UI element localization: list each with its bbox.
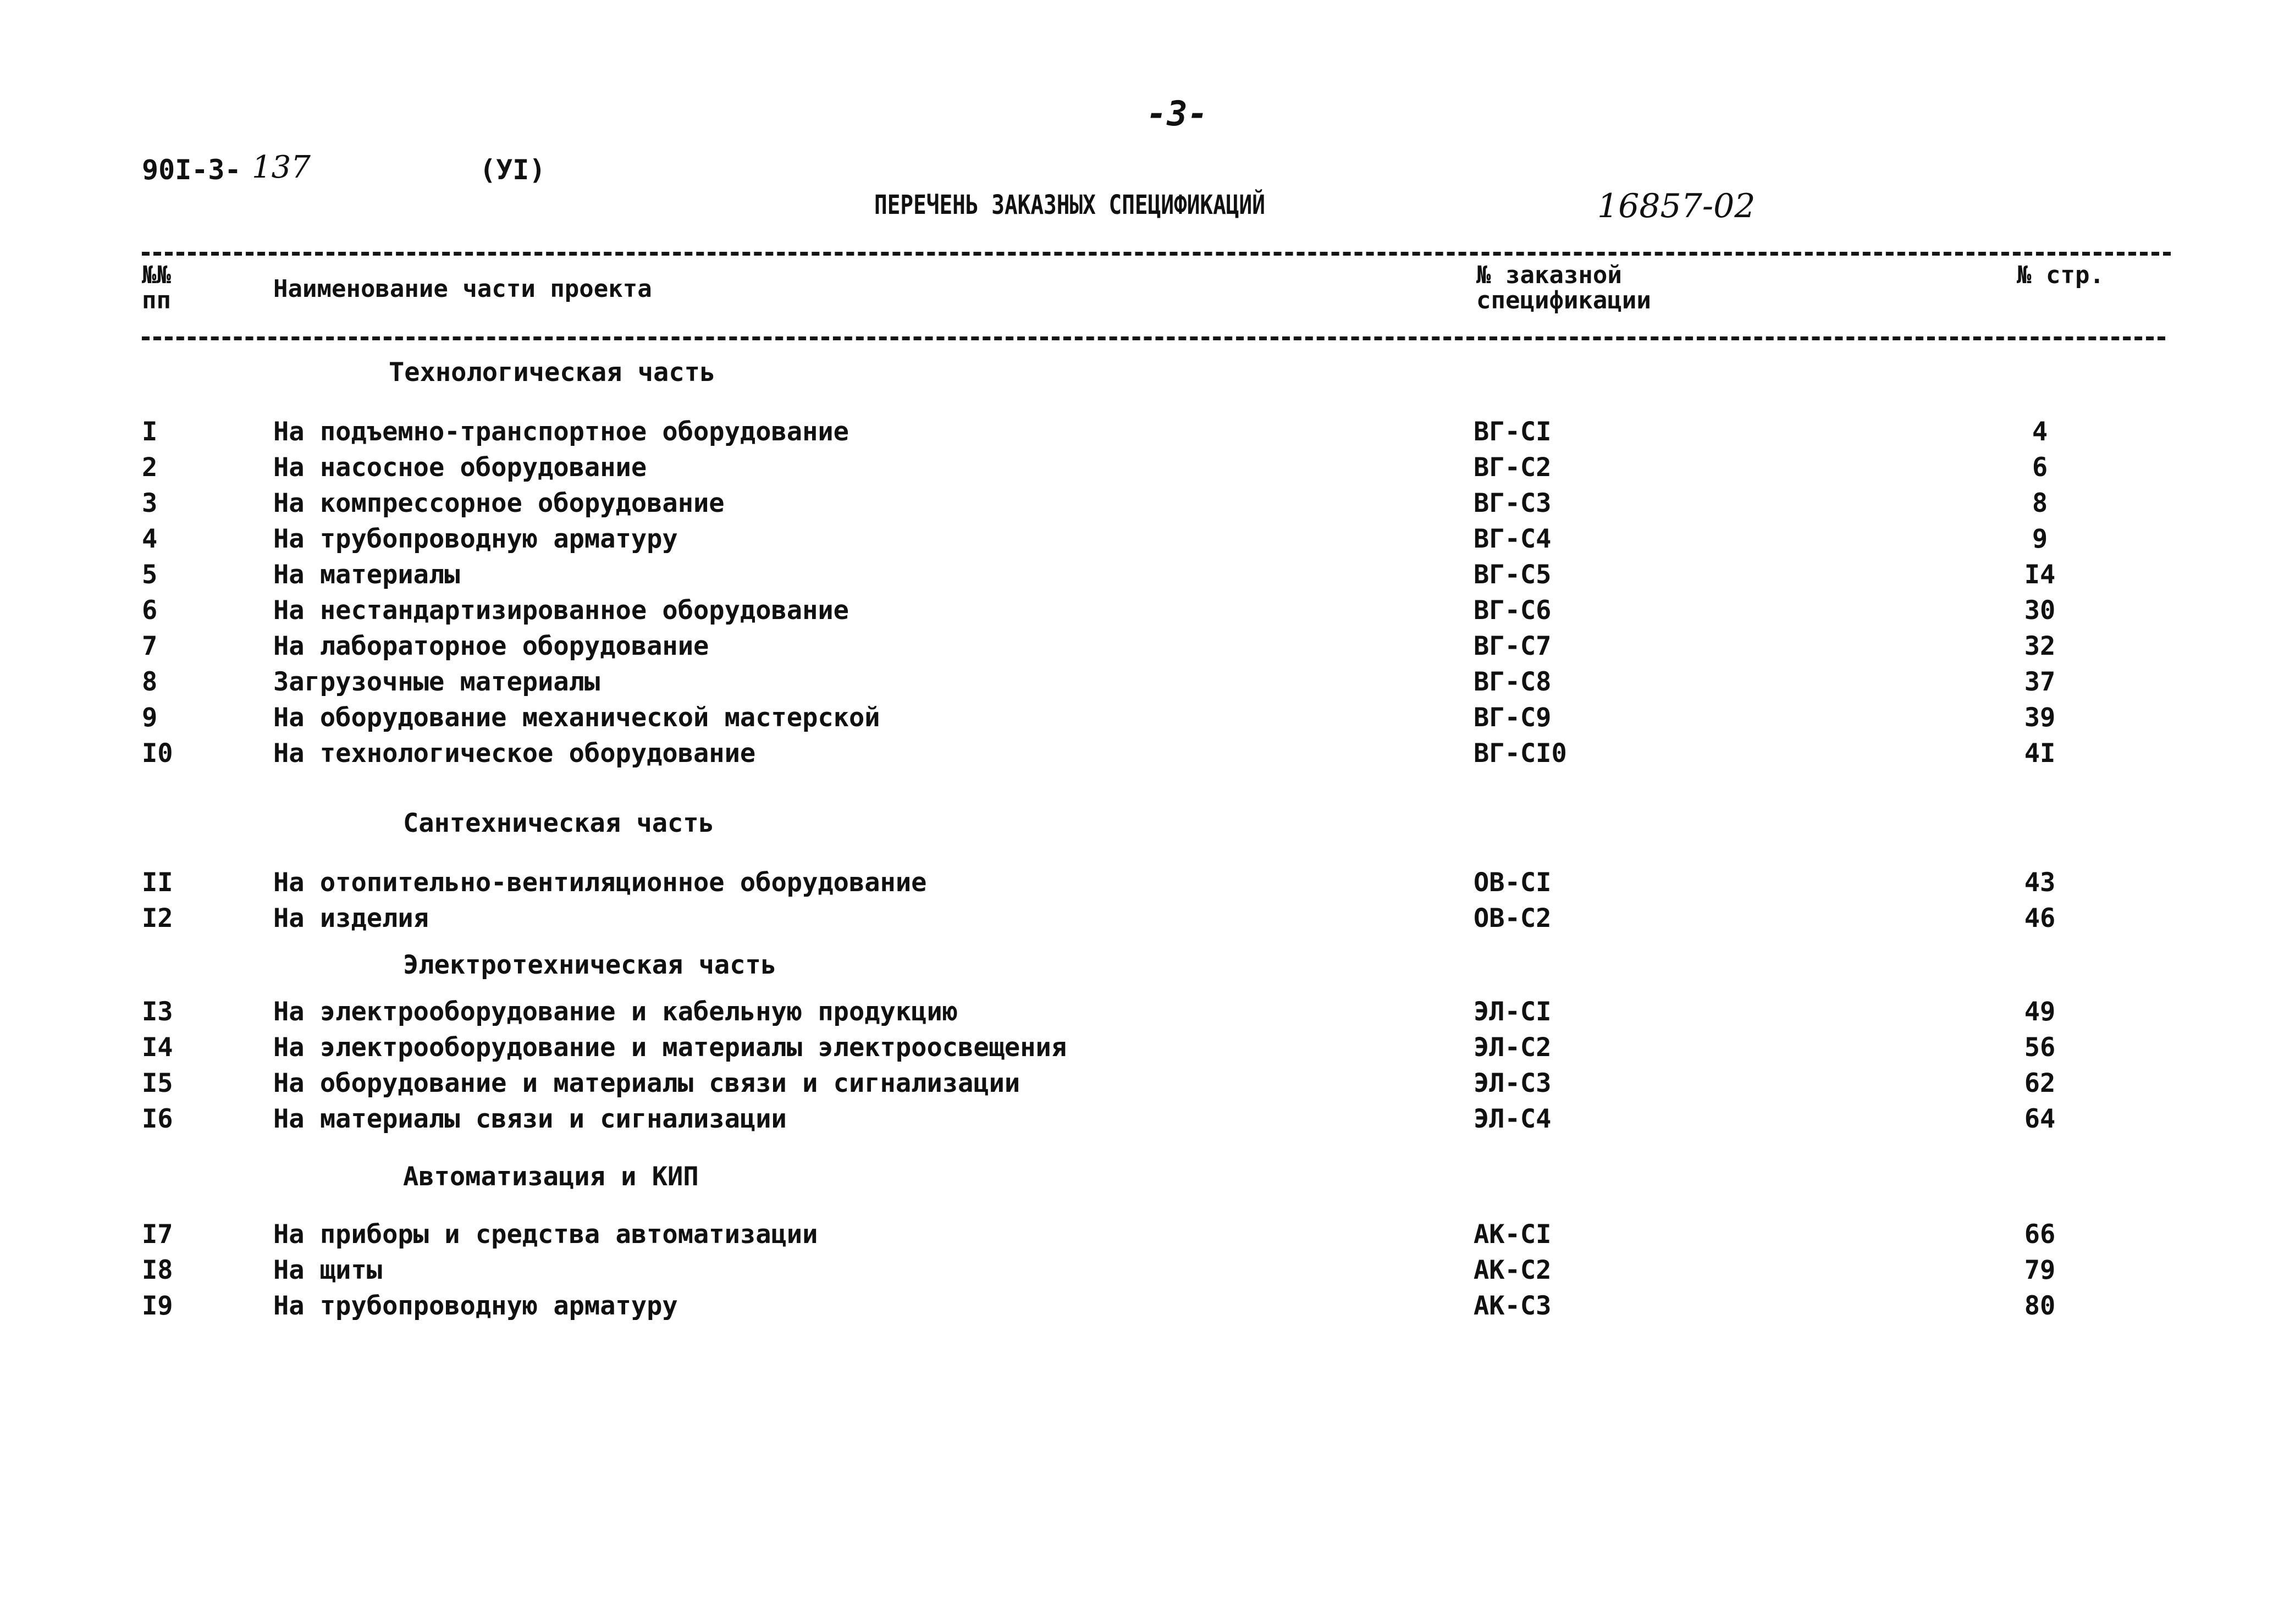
row-spec: ЭЛ-С4: [1474, 1104, 1552, 1134]
row-name: На электрооборудование и кабельную продукцию: [273, 997, 958, 1027]
row-name: На приборы и средства автоматизации: [273, 1219, 818, 1250]
row-page: 39: [2024, 703, 2056, 733]
header-spec-col: [1476, 263, 1651, 313]
header-top-rule: [142, 252, 2171, 256]
table-row: [0, 667, 2273, 703]
section-title: Сантехническая часть: [403, 808, 714, 838]
row-number: I3: [142, 997, 173, 1027]
row-name: На изделия: [273, 903, 429, 933]
header-num-col: [142, 263, 171, 313]
row-name: На щиты: [273, 1255, 383, 1285]
page-number: -3-: [1146, 93, 1208, 134]
row-spec: ВГ-С5: [1474, 560, 1552, 590]
row-number: 7: [142, 631, 158, 661]
row-number: I4: [142, 1032, 173, 1063]
header-name-col: Наименование части проекта: [273, 275, 652, 303]
row-name: На оборудование и материалы связи и сигнализации: [273, 1068, 1020, 1098]
row-spec: ВГ-СI0: [1474, 738, 1567, 769]
table-row: [0, 488, 2273, 524]
table-row: [0, 1219, 2273, 1256]
table-row: [0, 595, 2273, 632]
row-page: 64: [2024, 1104, 2056, 1134]
table-row: [0, 417, 2273, 453]
table-row: [0, 524, 2273, 560]
row-page: 49: [2024, 997, 2056, 1027]
section-title: Автоматизация и КИП: [403, 1162, 699, 1192]
row-spec: ОВ-СI: [1474, 868, 1552, 898]
header-spec-line2: спецификации: [1476, 286, 1651, 314]
row-page: 30: [2024, 595, 2056, 626]
row-number: I0: [142, 738, 173, 769]
row-name: На компрессорное оборудование: [273, 488, 725, 518]
table-row: [0, 1291, 2273, 1327]
table-row: [0, 1032, 2273, 1069]
row-page: 8: [2032, 488, 2048, 518]
table-row: [0, 1255, 2273, 1291]
row-number: 6: [142, 595, 158, 626]
document-code-handwritten: 137: [252, 150, 311, 185]
row-page: 9: [2032, 524, 2048, 554]
row-number: 4: [142, 524, 158, 554]
row-spec: ЭЛ-СI: [1474, 997, 1552, 1027]
row-page: 56: [2024, 1032, 2056, 1063]
table-row: [0, 868, 2273, 904]
row-spec: ЭЛ-С3: [1474, 1068, 1552, 1098]
row-number: I6: [142, 1104, 173, 1134]
row-spec: ВГ-С6: [1474, 595, 1552, 626]
row-spec: ОВ-С2: [1474, 903, 1552, 933]
table-row: [0, 452, 2273, 489]
row-number: 5: [142, 560, 158, 590]
row-name: На технологическое оборудование: [273, 738, 756, 769]
row-page: 37: [2024, 667, 2056, 697]
row-page: 79: [2024, 1255, 2056, 1285]
table-row: [0, 738, 2273, 775]
table-row: [0, 560, 2273, 596]
row-name: На отопительно-вентиляционное оборудование: [273, 868, 927, 898]
document-title: ПЕРЕЧЕНЬ ЗАКАЗНЫХ СПЕЦИФИКАЦИЙ: [874, 190, 1265, 220]
section-title: Электротехническая часть: [403, 950, 777, 980]
document-code: 90I-3-: [142, 154, 241, 186]
row-spec: АК-С2: [1474, 1255, 1552, 1285]
row-number: I5: [142, 1068, 173, 1098]
row-spec: ВГ-С9: [1474, 703, 1552, 733]
row-number: 2: [142, 452, 158, 483]
row-spec: ВГ-С3: [1474, 488, 1552, 518]
table-row: [0, 997, 2273, 1033]
table-row: [0, 703, 2273, 739]
row-spec: ВГ-С8: [1474, 667, 1552, 697]
header-num-line1: №№: [142, 261, 171, 289]
row-page: 62: [2024, 1068, 2056, 1098]
row-name: На подъемно-транспортное оборудование: [273, 417, 849, 447]
row-spec: ВГ-С4: [1474, 524, 1552, 554]
row-page: 46: [2024, 903, 2056, 933]
row-name: Загрузочные материалы: [273, 667, 600, 697]
row-name: На оборудование механической мастерской: [273, 703, 880, 733]
table-row: [0, 1068, 2273, 1104]
row-number: I8: [142, 1255, 173, 1285]
row-name: На трубопроводную арматуру: [273, 524, 678, 554]
row-name: На материалы: [273, 560, 460, 590]
header-spec-line1: № заказной: [1476, 261, 1622, 289]
header-num-line2: пп: [142, 286, 171, 314]
row-number: 3: [142, 488, 158, 518]
row-spec: ЭЛ-С2: [1474, 1032, 1552, 1063]
row-spec: ВГ-СI: [1474, 417, 1552, 447]
row-name: На электрооборудование и материалы электроосвещения: [273, 1032, 1067, 1063]
row-number: 9: [142, 703, 158, 733]
row-name: На лабораторное оборудование: [273, 631, 709, 661]
section-title: Технологическая часть: [389, 357, 716, 388]
row-page: 66: [2024, 1219, 2056, 1250]
handwritten-number: 16857-02: [1597, 187, 1756, 225]
header-page-col: № стр.: [2017, 261, 2104, 289]
table-row: [0, 631, 2273, 667]
row-number: I7: [142, 1219, 173, 1250]
row-spec: ВГ-С2: [1474, 452, 1552, 483]
row-page: 4: [2032, 417, 2048, 447]
row-page: I4: [2024, 560, 2056, 590]
row-page: 6: [2032, 452, 2048, 483]
row-spec: ВГ-С7: [1474, 631, 1552, 661]
row-number: II: [142, 868, 173, 898]
row-number: I9: [142, 1291, 173, 1321]
row-name: На насосное оборудование: [273, 452, 647, 483]
table-row: [0, 903, 2273, 940]
row-number: I: [142, 417, 158, 447]
row-page: 43: [2024, 868, 2056, 898]
row-page: 4I: [2024, 738, 2056, 769]
table-row: [0, 1104, 2273, 1140]
row-number: 8: [142, 667, 158, 697]
row-number: I2: [142, 903, 173, 933]
row-name: На нестандартизированное оборудование: [273, 595, 849, 626]
document-volume: (УI): [479, 154, 546, 186]
header-bottom-rule: [142, 336, 2165, 340]
row-name: На материалы связи и сигнализации: [273, 1104, 787, 1134]
row-page: 32: [2024, 631, 2056, 661]
row-page: 80: [2024, 1291, 2056, 1321]
row-name: На трубопроводную арматуру: [273, 1291, 678, 1321]
row-spec: АК-С3: [1474, 1291, 1552, 1321]
row-spec: АК-СI: [1474, 1219, 1552, 1250]
